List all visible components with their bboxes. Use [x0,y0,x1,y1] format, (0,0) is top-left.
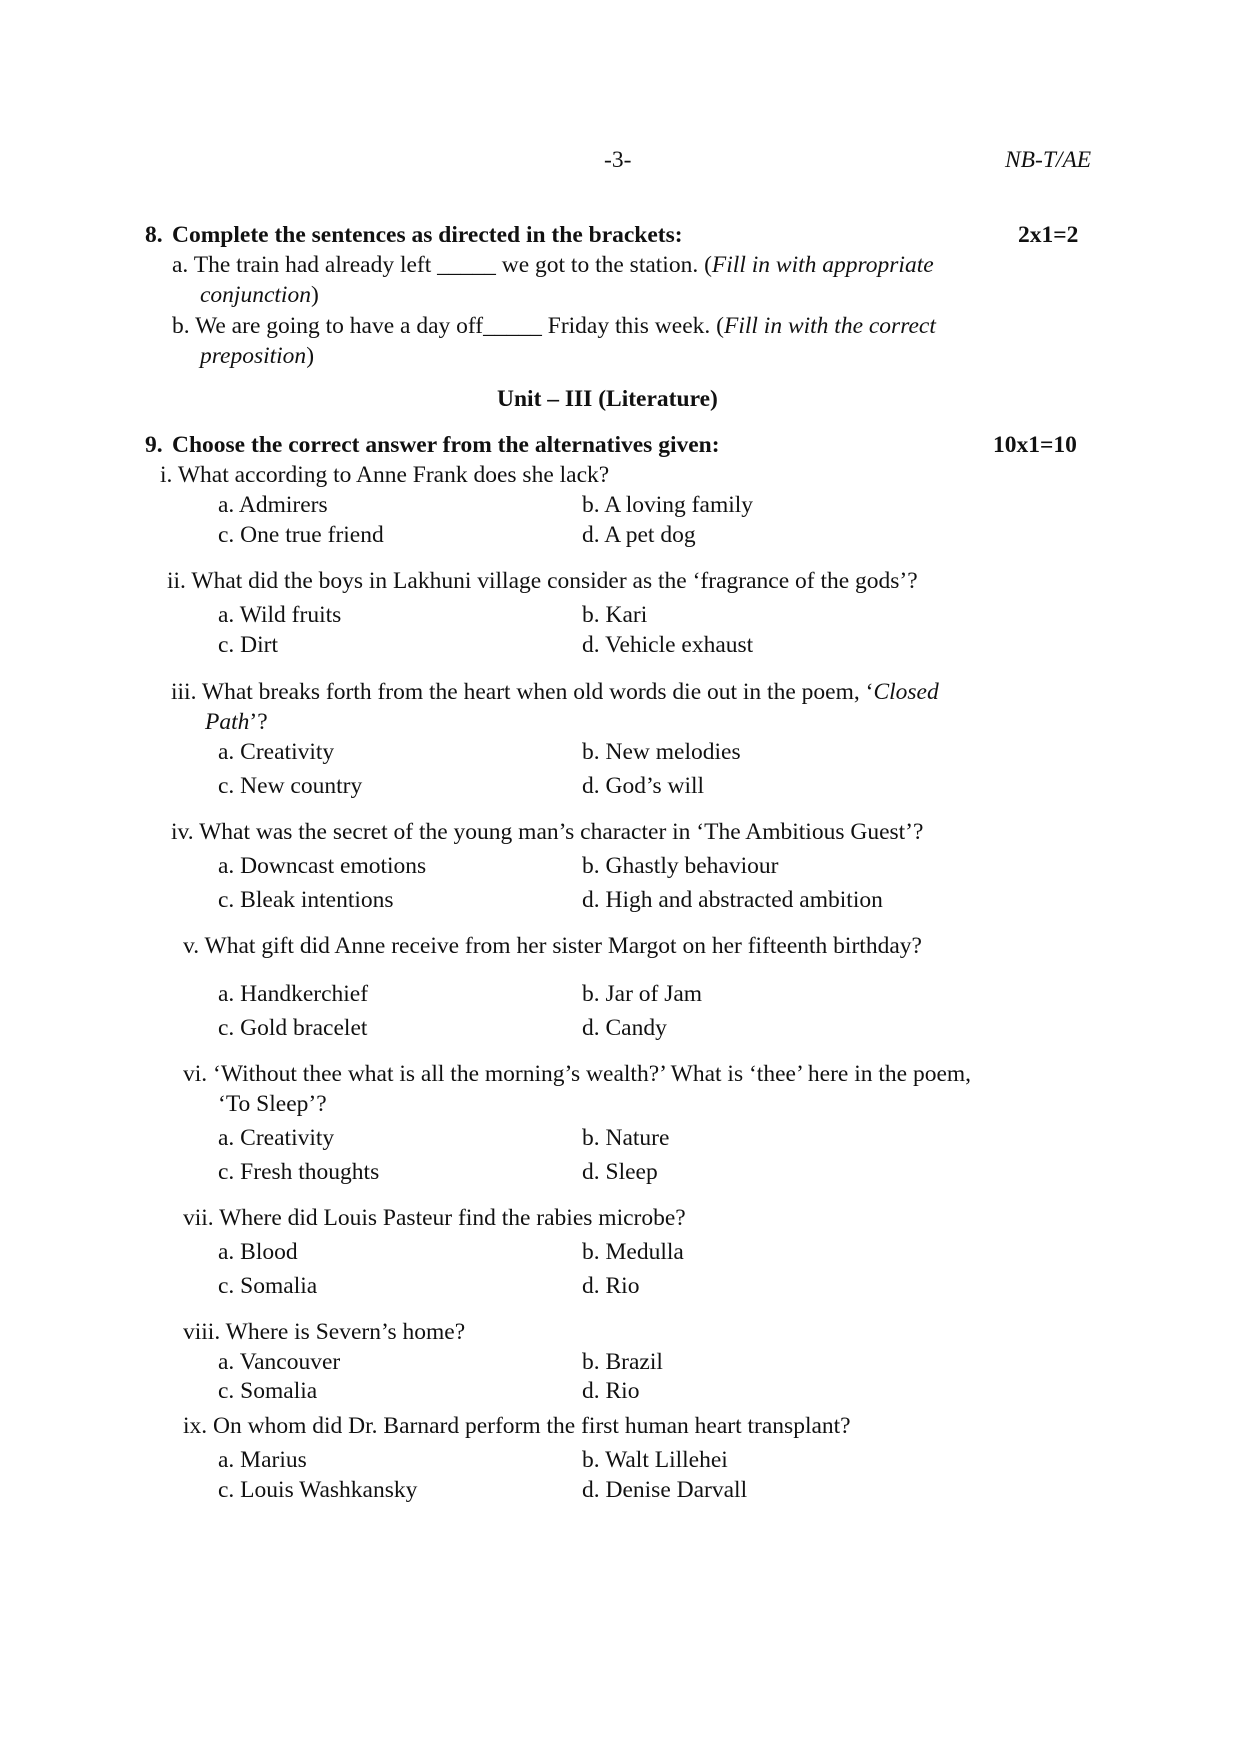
subquestion-a [172,250,934,280]
mcq-question-cont [205,707,268,737]
mcq-option: b. A loving family [582,492,754,518]
mcq-option: d. Rio [582,1378,640,1404]
mcq-option: b. Jar of Jam [582,981,703,1007]
mcq-question [171,677,939,707]
mcq-option: a. Creativity [218,1125,335,1151]
subquestion-text: We are going to have a day off_____ Friday this week. ( [195,313,724,339]
instruction-text: Fill in with the correct [723,313,936,339]
mcq-question: iv. What was the secret of the young man’s character in ‘The Ambitious Guest’? [171,819,924,845]
bracket: ) [310,282,319,308]
question-title: Complete the sentences as directed in the brackets: [172,222,683,248]
subquestion-a-cont [200,280,319,310]
question-title: Choose the correct answer from the alternatives given: [172,432,720,458]
mcq-option: a. Wild fruits [218,602,342,628]
mcq-question: v. What gift did Anne receive from her sister Margot on her fifteenth birthday? [183,933,922,959]
mcq-question: vii. Where did Louis Pasteur find the rabies microbe? [183,1205,686,1231]
mcq-option: a. Marius [218,1447,307,1473]
mcq-option: c. Somalia [218,1378,318,1404]
question-number: 8. [145,222,163,248]
mcq-option: b. Brazil [582,1349,663,1375]
mcq-option: c. New country [218,773,363,799]
instruction-text: preposition [200,343,307,369]
mcq-option: d. Candy [582,1015,667,1041]
poem-title: Path [205,709,250,735]
question-number: 9. [145,432,163,458]
subquestion-b-cont [200,341,314,371]
mcq-option: b. Medulla [582,1239,684,1265]
mcq-option: c. One true friend [218,522,384,548]
mcq-option: b. New melodies [582,739,741,765]
mcq-option: a. Downcast emotions [218,853,427,879]
mcq-question-cont: ‘To Sleep’? [218,1091,327,1117]
mcq-option: c. Fresh thoughts [218,1159,380,1185]
mcq-option: d. A pet dog [582,522,696,548]
mcq-question-text: ’? [249,709,268,735]
mcq-option: b. Kari [582,602,648,628]
instruction-text: conjunction [200,282,311,308]
subquestion-label: a. [172,252,189,278]
subquestion-text: The train had already left _____ we got to the station. ( [193,252,712,278]
mcq-option: a. Handkerchief [218,981,369,1007]
mcq-option: d. Rio [582,1273,640,1299]
subquestion-b [172,311,936,341]
mcq-question: ii. What did the boys in Lakhuni village consider as the ‘fragrance of the gods’? [167,568,918,594]
instruction-text: Fill in with appropriate [711,252,934,278]
bracket: ) [306,343,315,369]
question-marks: 10x1=10 [993,432,1077,458]
mcq-option: b. Nature [582,1125,670,1151]
mcq-option: c. Louis Washkansky [218,1477,418,1503]
mcq-option: a. Vancouver [218,1349,341,1375]
mcq-option: c. Somalia [218,1273,318,1299]
page-number: -3- [604,147,632,173]
question-marks: 2x1=2 [1018,222,1079,248]
poem-title: Closed [873,679,939,705]
unit-heading: Unit – III (Literature) [497,386,718,412]
mcq-option: c. Dirt [218,632,279,658]
mcq-question: viii. Where is Severn’s home? [183,1319,466,1345]
mcq-option: b. Ghastly behaviour [582,853,779,879]
paper-code: NB-T/AE [1005,147,1092,173]
mcq-option: a. Creativity [218,739,335,765]
mcq-question: ix. On whom did Dr. Barnard perform the first human heart transplant? [183,1413,851,1439]
mcq-option: b. Walt Lillehei [582,1447,728,1473]
mcq-question: vi. ‘Without thee what is all the morning’s wealth?’ What is ‘thee’ here in the poem, [183,1061,972,1087]
subquestion-label: b. [172,313,190,339]
mcq-option: d. God’s will [582,773,705,799]
mcq-option: a. Blood [218,1239,298,1265]
mcq-question: i. What according to Anne Frank does she lack? [160,462,610,488]
mcq-question-text: iii. What breaks forth from the heart when old words die out in the poem, ‘ [171,679,874,705]
mcq-option: d. Sleep [582,1159,658,1185]
mcq-option: c. Gold bracelet [218,1015,368,1041]
mcq-option: c. Bleak intentions [218,887,394,913]
mcq-option: d. Denise Darvall [582,1477,748,1503]
mcq-option: d. High and abstracted ambition [582,887,883,913]
mcq-option: d. Vehicle exhaust [582,632,754,658]
mcq-option: a. Admirers [218,492,328,518]
